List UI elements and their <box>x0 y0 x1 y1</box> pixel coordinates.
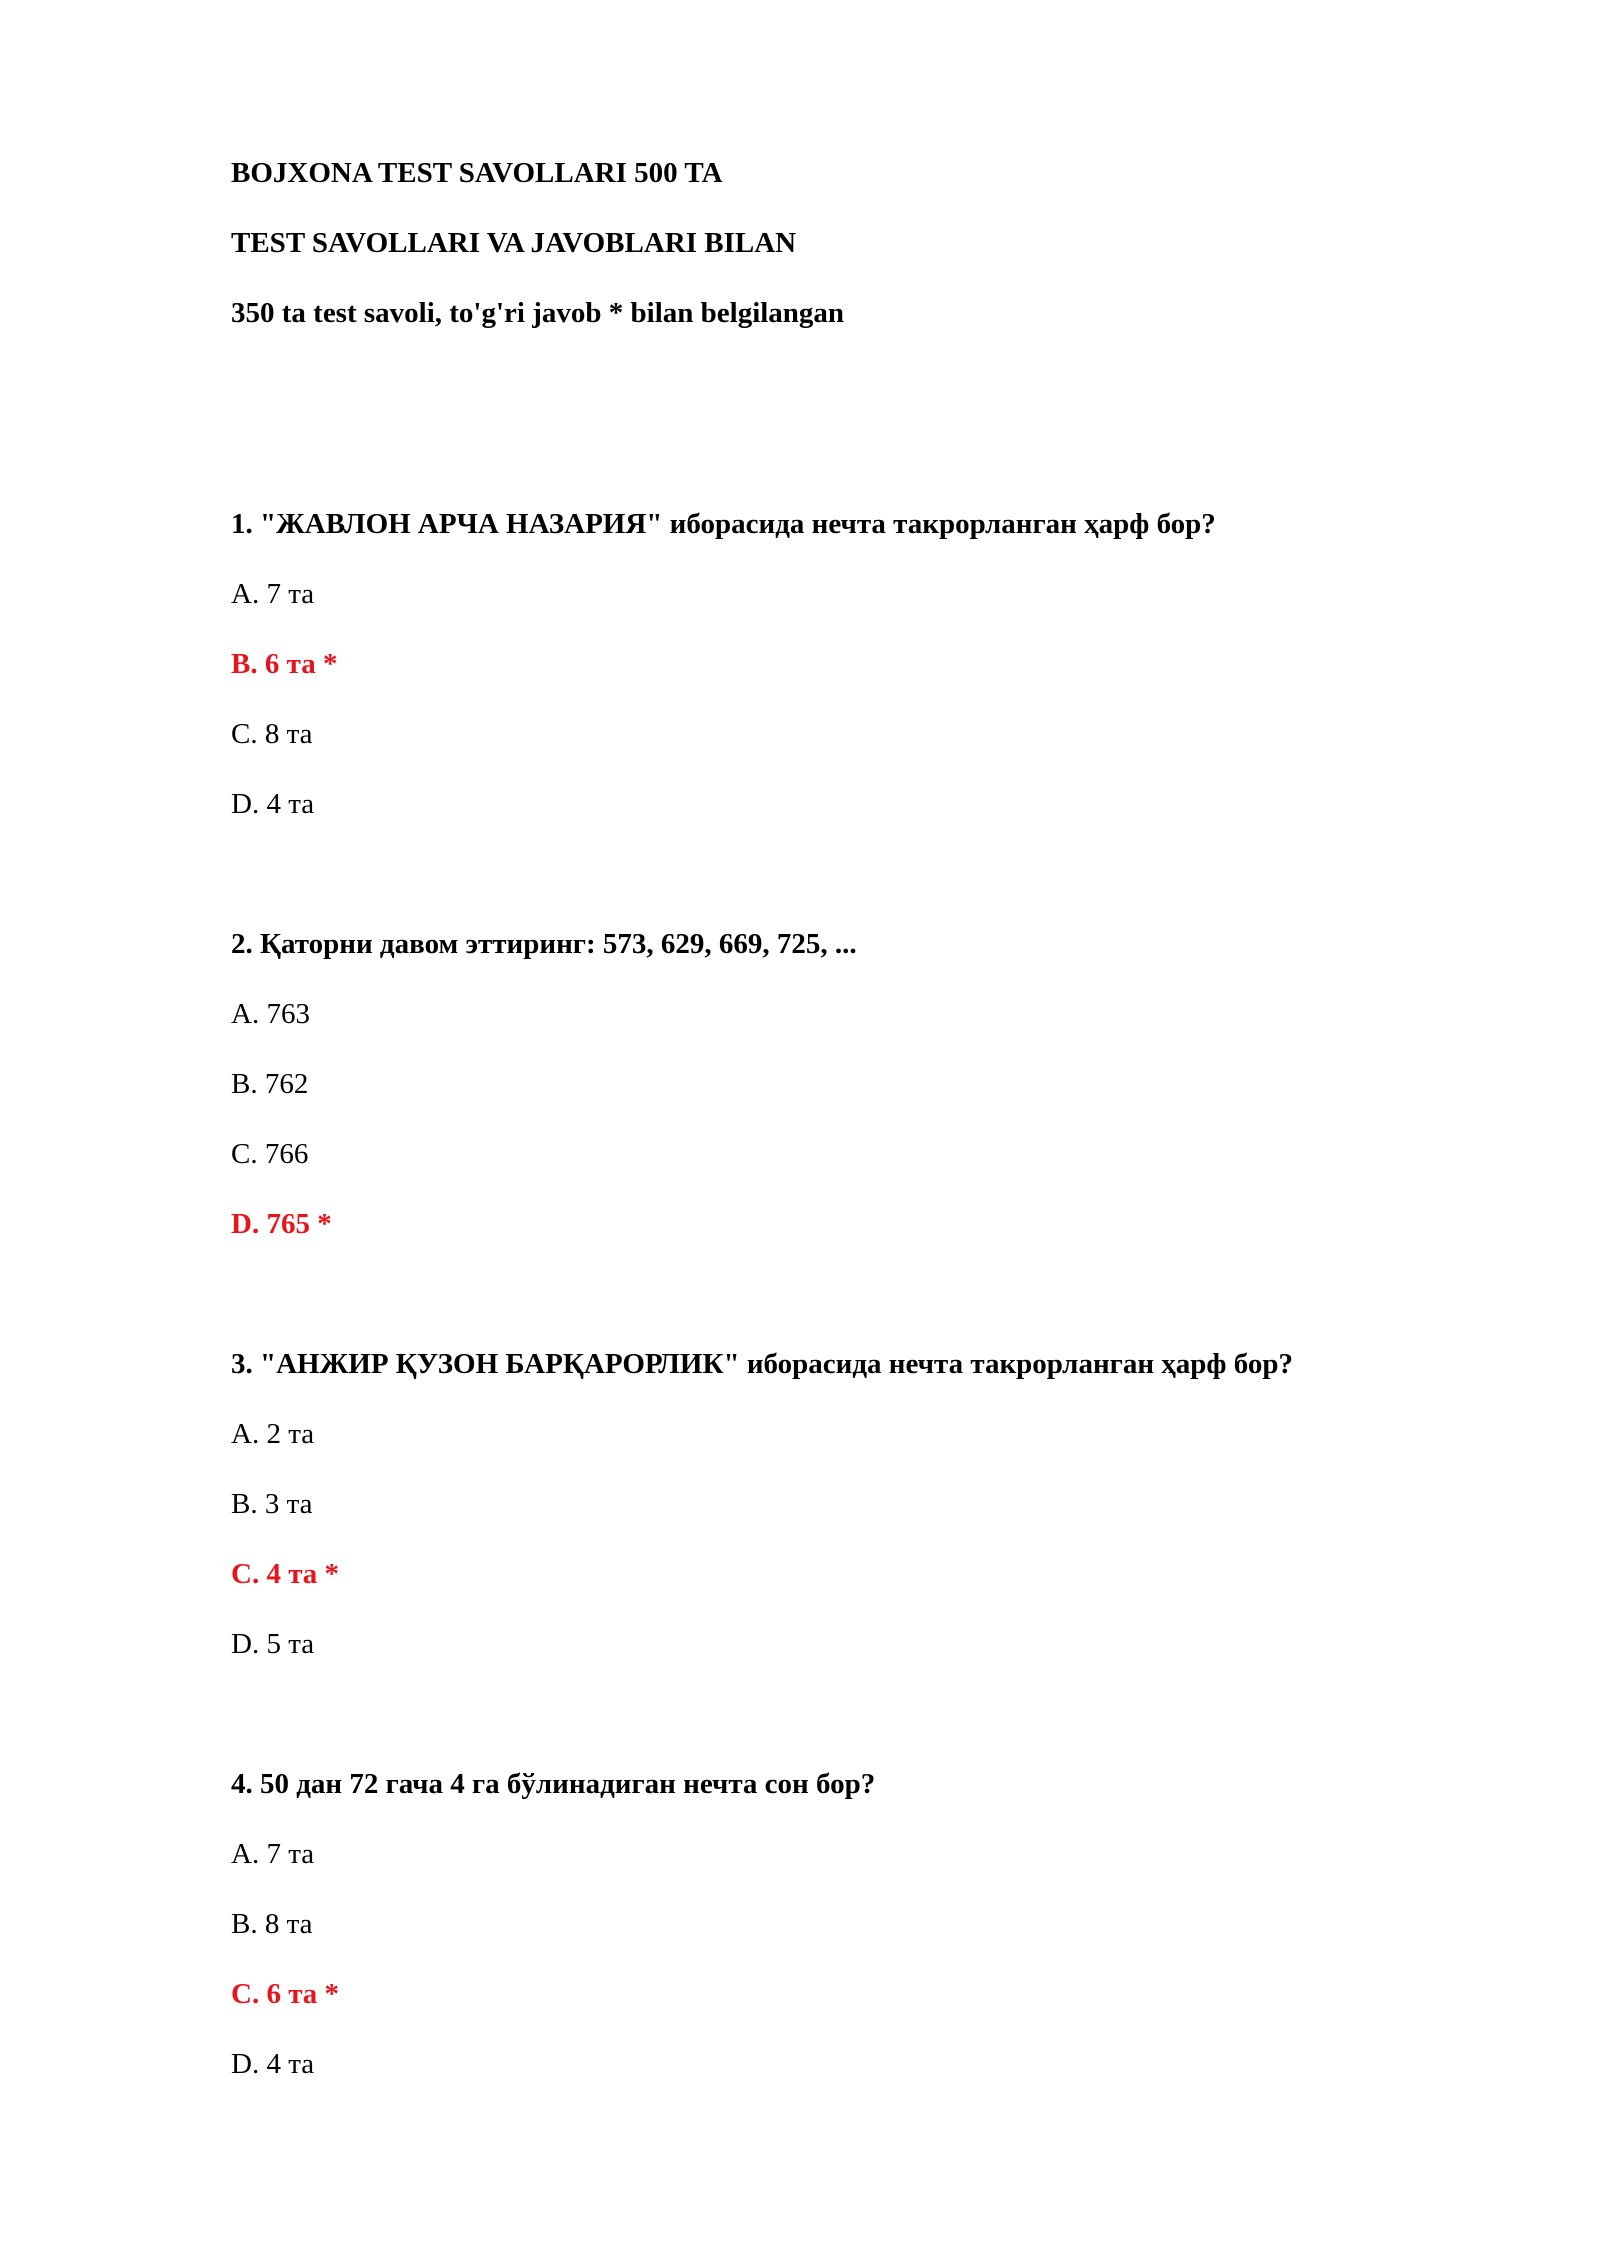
question-1-text: 1. "ЖАВЛОН АРЧА НАЗАРИЯ" иборасида нечта такрорланган ҳарф бор? <box>231 508 1216 540</box>
question-3-option-a: A. 2 та <box>231 1418 315 1450</box>
question-2-option-d-correct: D. 765 * <box>231 1208 332 1240</box>
question-2-option-c: C. 766 <box>231 1138 309 1170</box>
question-4-option-a: A. 7 та <box>231 1838 315 1870</box>
question-1-option-b-correct: B. 6 та * <box>231 648 338 680</box>
question-4-option-d: D. 4 та <box>231 2048 315 2080</box>
question-1-option-a: A. 7 та <box>231 578 315 610</box>
document-subtitle: TEST SAVOLLARI VA JAVOBLARI BILAN <box>231 227 797 259</box>
question-3-option-b: B. 3 та <box>231 1488 313 1520</box>
question-4-text: 4. 50 дан 72 гача 4 га бўлинадиган нечта сон бор? <box>231 1768 876 1800</box>
question-3-text: 3. "АНЖИР ҚУЗОН БАРҚАРОРЛИК" иборасида нечта такрорланган ҳарф бор? <box>231 1348 1293 1380</box>
question-2-option-b: B. 762 <box>231 1068 309 1100</box>
document-title: BOJXONA TEST SAVOLLARI 500 TA <box>231 157 723 189</box>
question-2-text: 2. Қаторни давом эттиринг: 573, 629, 669, 725, ... <box>231 928 857 960</box>
question-1-option-d: D. 4 та <box>231 788 315 820</box>
question-4-option-b: B. 8 та <box>231 1908 313 1940</box>
question-3-option-c-correct: C. 4 та * <box>231 1558 340 1590</box>
question-4-option-c-correct: C. 6 та * <box>231 1978 340 2010</box>
question-2-option-a: A. 763 <box>231 998 310 1030</box>
document-note: 350 ta test savoli, to'g'ri javob * bilan belgilangan <box>231 297 845 329</box>
question-1-option-c: C. 8 та <box>231 718 313 750</box>
question-3-option-d: D. 5 та <box>231 1628 315 1660</box>
